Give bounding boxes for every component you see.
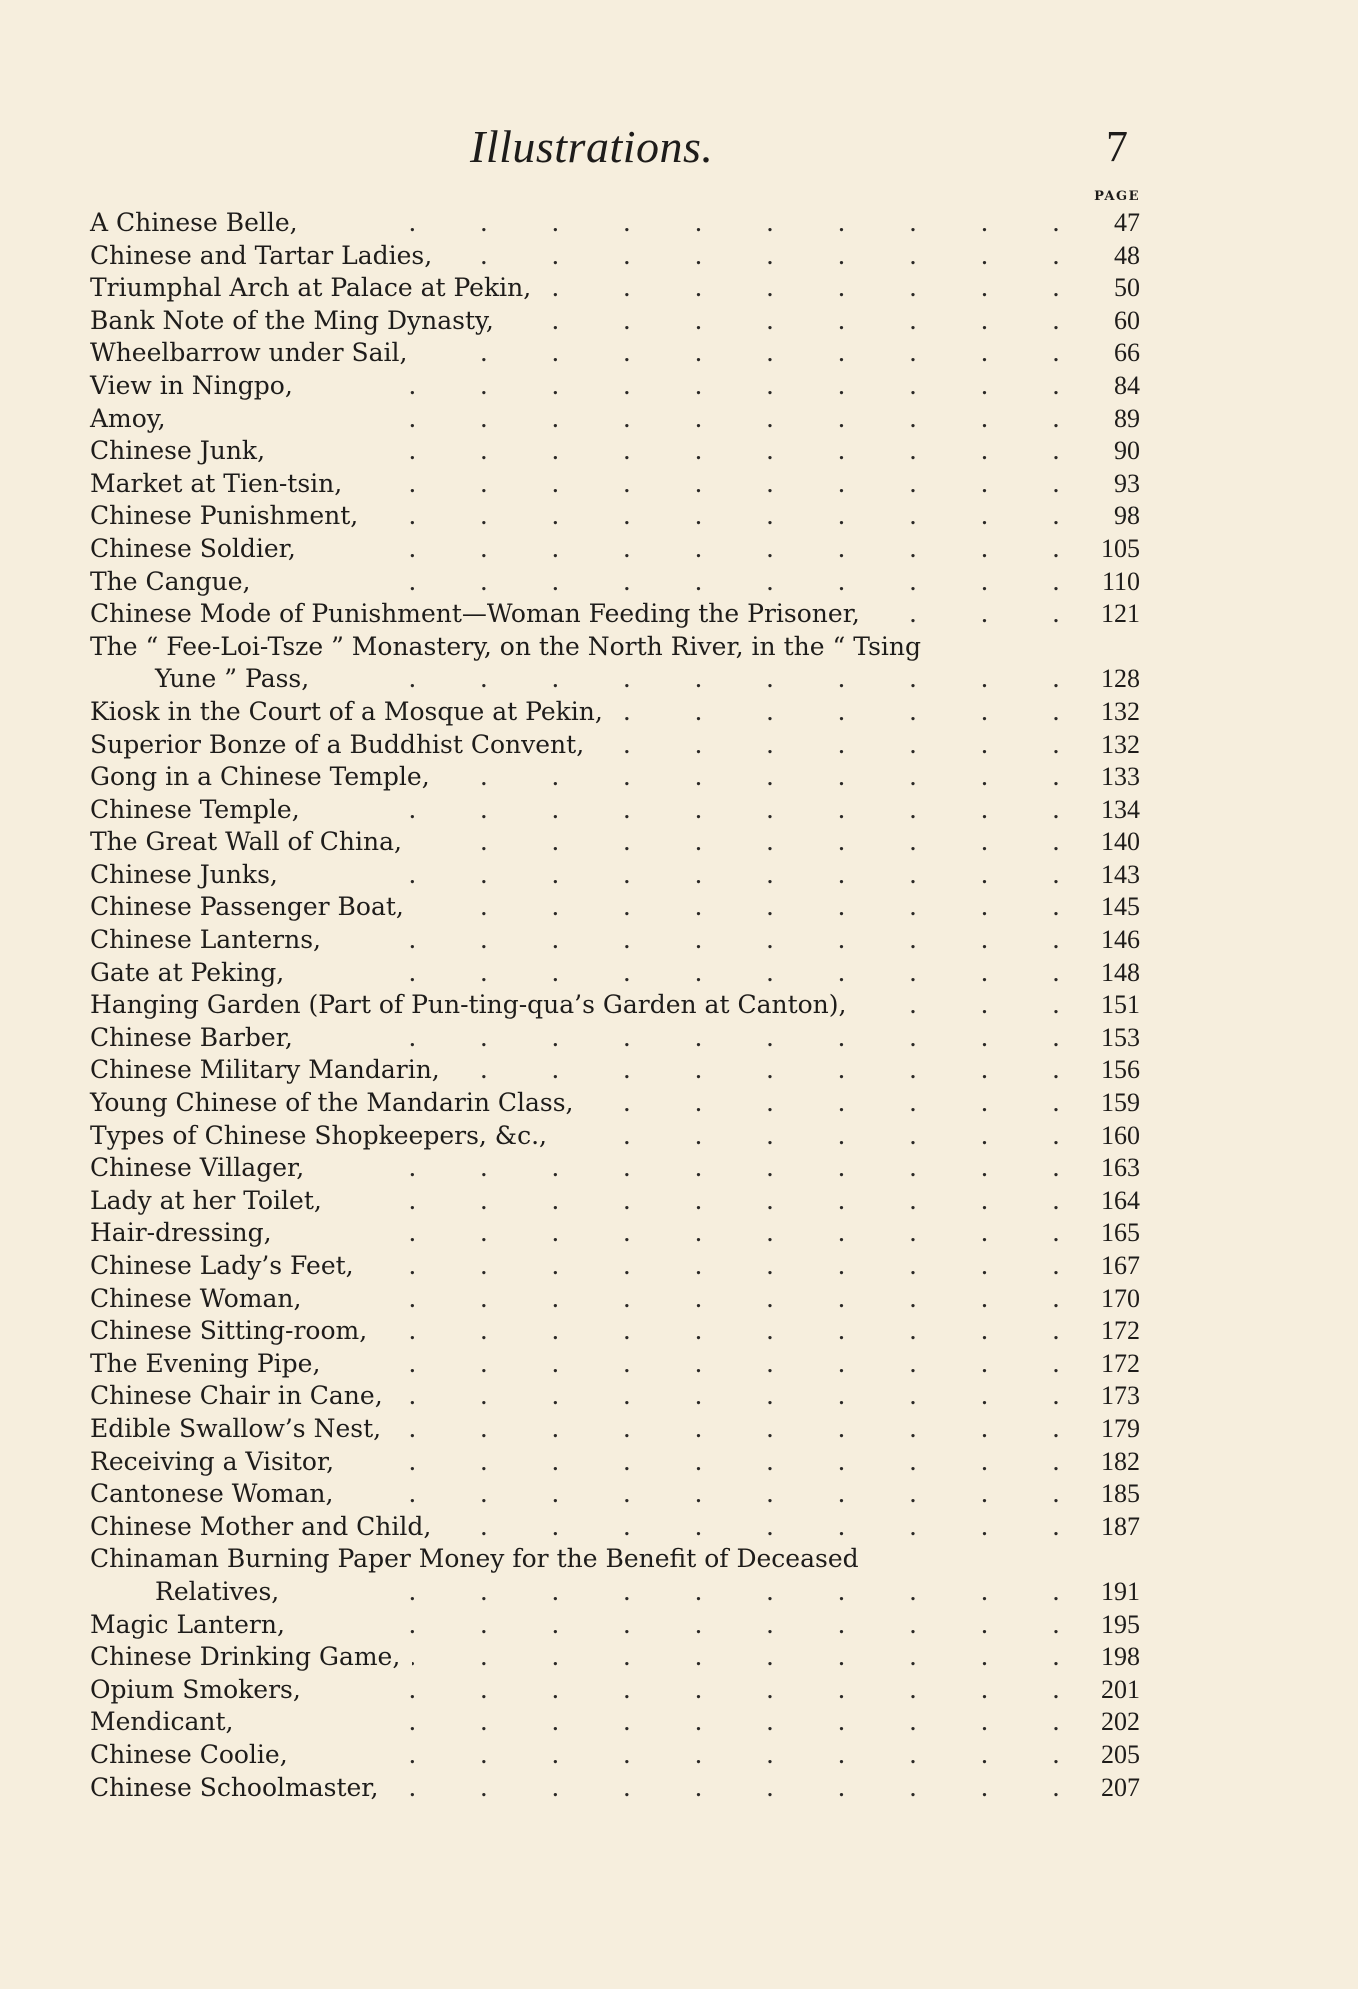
dot-leader	[246, 1706, 1060, 1739]
list-item	[90, 1380, 1140, 1413]
entry-title: Young Chinese of the Mandarin Class,	[90, 1088, 574, 1118]
list-item	[90, 207, 1140, 240]
entry-title: Chinese Barber,	[90, 1022, 293, 1052]
dot-leader	[419, 337, 1060, 370]
entry-page-number: 201	[1101, 1674, 1140, 1704]
entry-title: Chinese Soldier,	[90, 533, 296, 563]
entry-page-number: 50	[1114, 273, 1140, 303]
entry-page-number: 160	[1101, 1120, 1140, 1150]
entry-title: Types of Chinese Shopkeepers, &c.,	[90, 1120, 547, 1150]
entry-title: Chinese Junk,	[90, 436, 266, 466]
entry-page-number: 195	[1101, 1609, 1140, 1639]
dot-leader	[332, 1348, 1060, 1381]
dot-leader	[321, 663, 1060, 696]
entry-title: Lady at her Toilet,	[90, 1185, 322, 1215]
dot-leader	[858, 989, 1060, 1022]
list-item	[90, 1315, 1140, 1348]
entry-page-number: 159	[1101, 1088, 1140, 1118]
entry-page-number: 167	[1101, 1251, 1140, 1280]
running-head	[0, 122, 1358, 172]
dot-leader	[334, 1185, 1060, 1218]
list-item	[90, 1054, 1140, 1087]
page-number: 7	[1106, 122, 1128, 171]
dot-leader	[452, 1054, 1060, 1087]
entry-title: Chinese Passenger Boat,	[90, 892, 404, 922]
entry-title: Chinese and Tartar Ladies,	[90, 240, 433, 270]
entry-title: The Cangue,	[90, 566, 251, 596]
entry-page-number: 148	[1101, 957, 1140, 987]
dot-leader	[178, 403, 1060, 436]
dot-leader	[354, 468, 1060, 501]
entry-title-continuation: Yune ” Pass,	[155, 664, 310, 694]
dot-leader	[277, 435, 1060, 468]
list-item	[90, 435, 1140, 468]
entry-title: Chinese Woman,	[90, 1283, 302, 1313]
list-item	[90, 1250, 1140, 1283]
list-item	[90, 631, 1140, 664]
list-item	[90, 1706, 1140, 1739]
list-item	[90, 729, 1140, 762]
dot-leader	[395, 1380, 1060, 1413]
entry-page-number: 60	[1114, 305, 1140, 335]
entry-title: Edible Swallow’s Nest,	[90, 1413, 382, 1443]
dot-leader	[300, 1739, 1060, 1772]
entry-page-number: 179	[1101, 1413, 1140, 1443]
entry-title: Chinese Chair in Cane,	[90, 1381, 383, 1411]
list-item	[90, 1348, 1140, 1381]
list-item-continuation	[90, 1576, 1140, 1609]
entry-page-number: 187	[1101, 1511, 1140, 1541]
dot-leader	[313, 1674, 1060, 1707]
dot-leader	[379, 1315, 1060, 1348]
entry-page-number: 48	[1114, 240, 1140, 270]
list-item	[90, 1739, 1140, 1772]
entry-page-number: 165	[1101, 1218, 1140, 1248]
dot-leader	[308, 533, 1060, 566]
entry-title: Amoy,	[90, 403, 166, 433]
dot-leader	[284, 1217, 1060, 1250]
list-item	[90, 696, 1140, 729]
list-item	[90, 1772, 1140, 1805]
list-item	[90, 240, 1140, 273]
list-item	[90, 1543, 1140, 1576]
dot-leader	[559, 1120, 1060, 1153]
dot-leader	[291, 1576, 1060, 1609]
entry-page-number: 143	[1101, 859, 1140, 889]
entry-page-number: 172	[1101, 1316, 1140, 1346]
entry-page-number: 198	[1101, 1642, 1140, 1672]
dot-leader	[290, 859, 1060, 892]
list-item	[90, 1087, 1140, 1120]
entry-title: Chinese Mode of Punishment—Woman Feeding the Prisoner,	[90, 599, 860, 629]
entry-title: Chinese Coolie,	[90, 1739, 288, 1769]
dot-leader	[872, 598, 1060, 631]
entry-title: The Evening Pipe,	[90, 1348, 321, 1378]
entry-title: Chinese Mother and Child,	[90, 1511, 432, 1541]
entry-page-number: 93	[1114, 468, 1140, 498]
entry-title: Chinese Lady’s Feet,	[90, 1251, 354, 1280]
dot-leader	[443, 1511, 1060, 1544]
list-item	[90, 1413, 1140, 1446]
entry-page-number: 90	[1114, 436, 1140, 466]
dot-leader	[393, 1413, 1060, 1446]
list-item	[90, 500, 1140, 533]
entry-title: Chinese Junks,	[90, 859, 278, 889]
entry-page-number: 132	[1101, 696, 1140, 726]
list-item	[90, 859, 1140, 892]
list-item	[90, 1609, 1140, 1642]
page-column-header: PAGE	[1094, 189, 1140, 204]
entry-title: Chinese Temple,	[90, 794, 300, 824]
entry-title: Cantonese Woman,	[90, 1479, 334, 1509]
entry-title: View in Ningpo,	[90, 370, 293, 400]
dot-leader	[390, 1772, 1060, 1805]
list-item	[90, 1152, 1140, 1185]
list-item	[90, 403, 1140, 436]
entry-page-number: 156	[1101, 1055, 1140, 1085]
entry-page-number: 146	[1101, 925, 1140, 955]
dot-leader	[345, 1478, 1060, 1511]
entry-title: Kiosk in the Court of a Mosque at Pekin,	[90, 696, 603, 726]
list-item	[90, 957, 1140, 990]
list-item	[90, 370, 1140, 403]
list-item	[90, 1641, 1140, 1674]
entry-title: Chinese Lanterns,	[90, 925, 321, 955]
entry-page-number: 66	[1114, 338, 1140, 368]
list-item	[90, 337, 1140, 370]
list-item	[90, 468, 1140, 501]
list-item	[90, 1022, 1140, 1055]
entry-page-number: 140	[1101, 827, 1140, 857]
list-item	[90, 272, 1140, 305]
dot-leader	[296, 957, 1060, 990]
dot-leader	[444, 240, 1060, 273]
entry-page-number: 202	[1101, 1707, 1140, 1737]
entry-page-number: 191	[1101, 1576, 1140, 1606]
entry-title: Chinese Punishment,	[90, 501, 359, 531]
entry-page-number: 207	[1101, 1772, 1140, 1802]
entry-page-number: 110	[1101, 566, 1140, 596]
dot-leader	[263, 566, 1060, 599]
entry-page-number: 105	[1101, 533, 1140, 563]
list-item	[90, 1446, 1140, 1479]
entry-page-number: 89	[1114, 403, 1140, 433]
entry-title: Bank Note of the Ming Dynasty,	[90, 305, 494, 335]
list-item	[90, 533, 1140, 566]
entry-title: Receiving a Visitor,	[90, 1446, 335, 1476]
entry-title: The Great Wall of China,	[90, 827, 402, 857]
list-item	[90, 989, 1140, 1022]
list-item	[90, 305, 1140, 338]
illustrations-list	[90, 207, 1140, 1804]
entry-title: Gong in a Chinese Temple,	[90, 762, 430, 792]
entry-title: Triumphal Arch at Palace at Pekin,	[90, 273, 532, 303]
list-item	[90, 1283, 1140, 1316]
entry-title: Chinese Schoolmaster,	[90, 1772, 379, 1802]
list-item	[90, 826, 1140, 859]
dot-leader	[416, 891, 1060, 924]
entry-title: Chinese Drinking Game,	[90, 1642, 401, 1672]
dot-leader	[615, 696, 1060, 729]
entry-title: Hair-dressing,	[90, 1218, 272, 1248]
dot-leader	[305, 1022, 1060, 1055]
list-item	[90, 1120, 1140, 1153]
entry-title-continuation: Relatives,	[155, 1576, 280, 1606]
entry-title: Market at Tien-tsin,	[90, 468, 343, 498]
entry-title: Chinese Military Mandarin,	[90, 1055, 440, 1085]
dot-leader	[316, 1152, 1060, 1185]
entry-title: Mendicant,	[90, 1707, 234, 1737]
dot-leader	[333, 924, 1060, 957]
entry-page-number: 164	[1101, 1185, 1140, 1215]
entry-title: Hanging Garden (Part of Pun-ting-qua’s Garden at Canton),	[90, 990, 847, 1020]
dot-leader	[366, 1250, 1060, 1283]
entry-page-number: 170	[1101, 1283, 1140, 1313]
dot-leader	[310, 207, 1060, 240]
entry-page-number: 121	[1101, 599, 1140, 629]
list-item	[90, 794, 1140, 827]
entry-page-number: 134	[1101, 794, 1140, 824]
list-item	[90, 1185, 1140, 1218]
entry-page-number: 153	[1101, 1022, 1140, 1052]
entry-title: The “ Fee-Loi-Tsze ” Monastery, on the North River, in the “ Tsing	[90, 631, 922, 661]
entry-title: Magic Lantern,	[90, 1609, 285, 1639]
entry-title: A Chinese Belle,	[90, 208, 298, 237]
entry-page-number: 182	[1101, 1446, 1140, 1476]
page-title: Illustrations.	[470, 121, 714, 172]
dot-leader	[412, 1641, 1060, 1674]
list-item	[90, 924, 1140, 957]
list-item	[90, 566, 1140, 599]
dot-leader	[506, 305, 1060, 338]
entry-title: Opium Smokers,	[90, 1674, 301, 1704]
dot-leader	[312, 794, 1060, 827]
list-item	[90, 891, 1140, 924]
list-item	[90, 1674, 1140, 1707]
dot-leader	[313, 1283, 1060, 1316]
dot-leader	[442, 761, 1060, 794]
list-item	[90, 1511, 1140, 1544]
entry-page-number: 128	[1101, 664, 1140, 694]
dot-leader	[586, 1087, 1060, 1120]
entry-title: Wheelbarrow under Sail,	[90, 338, 408, 368]
list-item	[90, 1478, 1140, 1511]
entry-title: Chinese Sitting-room,	[90, 1316, 368, 1346]
entry-title: Superior Bonze of a Buddhist Convent,	[90, 729, 585, 759]
entry-page-number: 205	[1101, 1739, 1140, 1769]
dot-leader	[370, 500, 1060, 533]
entry-page-number: 98	[1114, 501, 1140, 531]
dot-leader	[297, 1609, 1060, 1642]
dot-leader	[346, 1446, 1060, 1479]
list-item-continuation	[90, 663, 1140, 696]
entry-page-number: 163	[1101, 1153, 1140, 1183]
entry-page-number: 173	[1101, 1381, 1140, 1411]
dot-leader	[596, 729, 1060, 762]
entry-page-number: 133	[1101, 762, 1140, 792]
list-item	[90, 761, 1140, 794]
entry-page-number: 84	[1114, 370, 1140, 400]
list-item	[90, 1217, 1140, 1250]
entry-page-number: 132	[1101, 729, 1140, 759]
list-item	[90, 598, 1140, 631]
entry-page-number: 145	[1101, 892, 1140, 922]
dot-leader	[543, 272, 1060, 305]
dot-leader	[305, 370, 1060, 403]
entry-title: Gate at Peking,	[90, 957, 285, 987]
entry-page-number: 47	[1114, 208, 1140, 237]
entry-page-number: 185	[1101, 1479, 1140, 1509]
entry-title: Chinese Villager,	[90, 1153, 305, 1183]
entry-page-number: 172	[1101, 1348, 1140, 1378]
entry-page-number: 151	[1101, 990, 1140, 1020]
dot-leader	[414, 826, 1060, 859]
entry-title: Chinaman Burning Paper Money for the Benefit of Deceased	[90, 1544, 859, 1574]
